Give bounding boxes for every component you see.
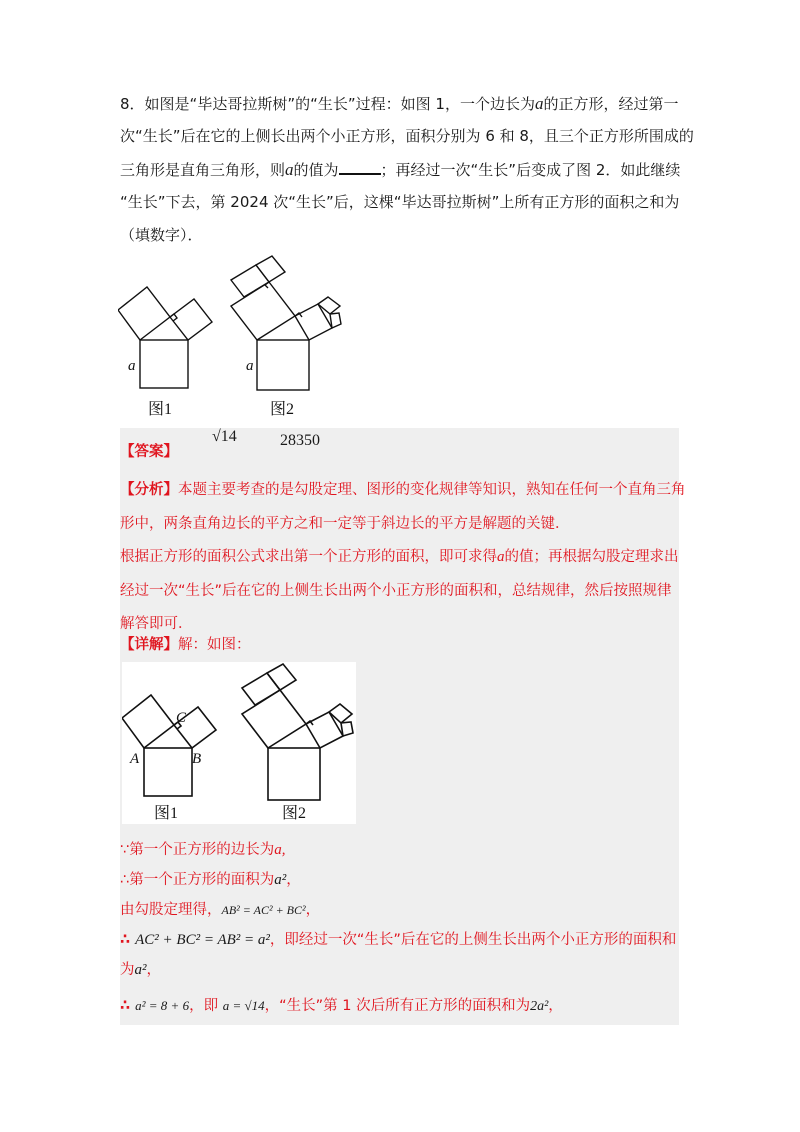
label-A: A (130, 751, 140, 767)
fig2-base-square (257, 340, 309, 390)
detail-step-4: ∴ AC² + BC² = AB² = a²，即经过一次“生长”后在它的上侧生长出两个小正方形的面积和 (120, 932, 677, 948)
variable-a: a (534, 94, 544, 113)
fig2-top-left-small-square (256, 256, 285, 282)
solution-figure (122, 662, 356, 824)
question-text: 如图是“毕达哥拉斯树”的“生长”过程：如图 1，一个边长为 (144, 95, 535, 113)
detail-step-5: 为a²， (120, 962, 161, 978)
solution-fig2-caption: 图2 (282, 805, 307, 822)
right-angle-mark (265, 282, 269, 288)
question-line-5: （填数字）． (120, 226, 203, 244)
question-line-1 (120, 88, 678, 120)
solution-panel (120, 428, 686, 1025)
detail-step-6: ∴ a² = 8 + 6，即 a = √14，“生长”第 1 次后所有正方形的面积和为2a²， (120, 998, 563, 1014)
answer-row (120, 428, 320, 461)
analysis-line-4: 经过一次“生长”后在它的上侧生长出两个小正方形的面积和，总结规律，然后按照规律 (120, 583, 672, 599)
fig1-right-square (170, 299, 212, 340)
question-block (120, 88, 694, 248)
question-line-3 (120, 154, 680, 186)
question-text: 的值为 (293, 161, 339, 179)
analysis-line-2: 形中，两条直角边长的平方之和一定等于斜边长的平方是解题的关键． (120, 516, 570, 532)
fig1-base-square (140, 340, 188, 388)
analysis-line-1: 【分析】本题主要考查的是勾股定理、图形的变化规律等知识，熟知在任何一个直角三角 (120, 482, 686, 498)
answer-blank[interactable] (339, 159, 381, 175)
question-text: 的正方形，经过第一 (543, 95, 679, 113)
variable-a: a (285, 160, 294, 179)
detail-step-2: ∴第一个正方形的面积为a²， (120, 872, 301, 888)
analysis-line-3: 根据正方形的面积公式求出第一个正方形的面积，即可求得a的值；再根据勾股定理求出 (120, 549, 679, 565)
fig1-side-label: a (128, 358, 136, 374)
question-line-2: 次“生长”后在它的上侧长出两个小正方形，面积分别为 6 和 8，且三个正方形所围成的 (120, 127, 694, 145)
variable-a: a (497, 549, 505, 565)
question-number: 8． (120, 95, 145, 113)
analysis-tag: 【分析】 (120, 482, 178, 498)
fig2-side-label: a (246, 358, 254, 374)
detail-heading: 【详解】解：如图： (120, 637, 251, 653)
fig2-top-left-square (231, 265, 269, 297)
fig1-left-square (118, 287, 170, 340)
detail-step-1: ∵第一个正方形的边长为a, (120, 842, 286, 858)
solution-fig1-caption: 图1 (154, 805, 179, 822)
fig2-right-square (295, 304, 332, 340)
answer-value-1: √14 (212, 428, 237, 445)
question-text: 三角形是直角三角形，则 (120, 161, 286, 179)
detail-tag: 【详解】 (120, 637, 178, 653)
analysis-line-5: 解答即可． (120, 616, 193, 632)
question-line-4: “生长”下去，第 2024 次“生长”后，这棵“毕达哥拉斯树”上所有正方形的面积之和为 (120, 193, 680, 211)
fig2-caption: 图2 (270, 401, 295, 418)
question-text: ；再经过一次“生长”后变成了图 2．如此继续 (380, 161, 681, 179)
fig2-left-square (231, 282, 295, 340)
label-C: C (176, 710, 187, 726)
answer-tag: 【答案】 (120, 444, 178, 460)
fig1-caption: 图1 (148, 401, 173, 418)
answer-value-2: 28350 (280, 432, 320, 449)
question-figures (118, 252, 350, 420)
detail-step-3: 由勾股定理得，AB² = AC² + BC²， (120, 902, 321, 918)
fig2-right-top-square (318, 297, 340, 314)
label-B: B (192, 751, 202, 767)
fig2-right-bottom-square (330, 313, 341, 328)
